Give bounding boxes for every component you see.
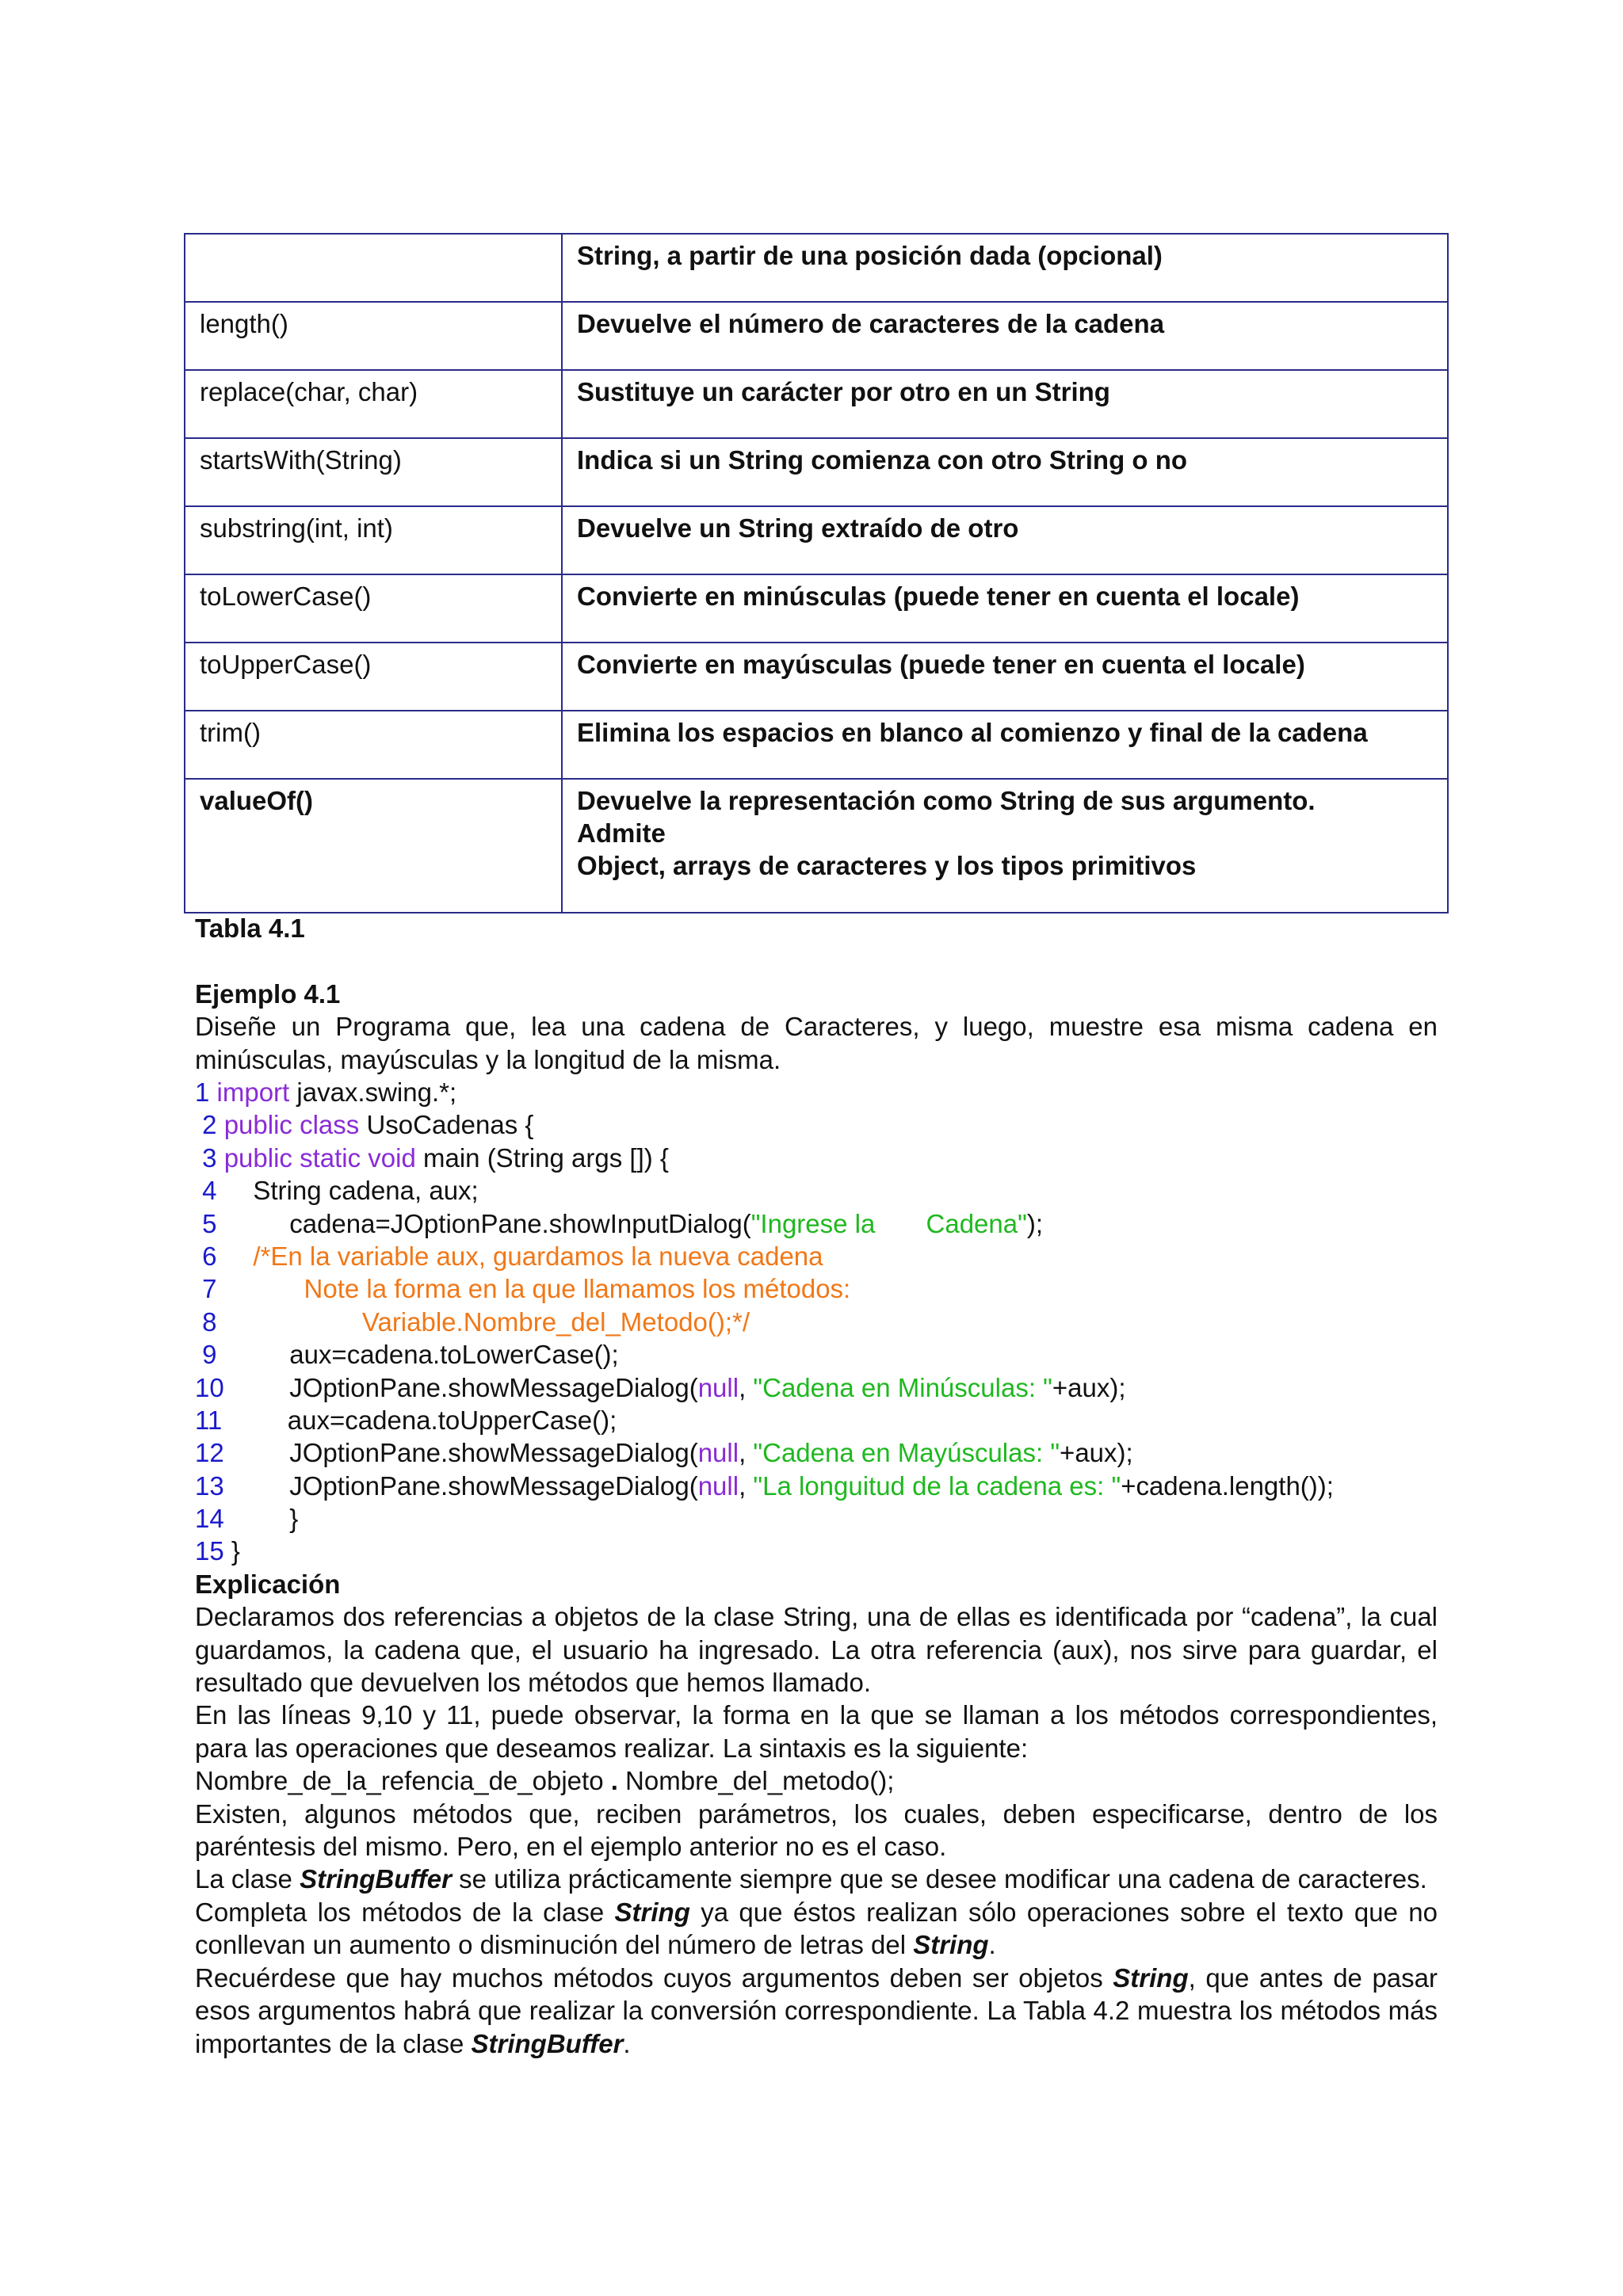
line-number: 3: [195, 1142, 224, 1173]
description-cell: [562, 234, 1448, 302]
code-text: +cadena.length());: [1121, 1470, 1334, 1501]
example-statement: Diseñe un Programa que, lea una cadena de Caracteres, y luego, muestre esa misma cadena en minúsculas, mayúsculas y la longitud de la misma.: [195, 1012, 1438, 1074]
explanation-paragraph: [195, 1962, 1438, 2060]
code-line: [195, 1108, 1438, 1141]
description-line: Indica si un String comienza con otro String o no: [577, 445, 1188, 475]
table-row: [185, 302, 1448, 370]
explanation-paragraph: [195, 1863, 1438, 1895]
method-cell: startsWith(String): [185, 438, 562, 506]
description-cell: [562, 643, 1448, 711]
code-line: [195, 1535, 1438, 1567]
line-number: 4: [195, 1176, 217, 1206]
explanation-paragraph: En las líneas 9,10 y 11, puede observar, la forma en la que se llaman a los métodos correspondientes, para las operaciones que deseamos realizar. La sintaxis es la siguiente:: [195, 1700, 1438, 1763]
code-comment: /*En la variable aux, guardamos la nueva cadena: [216, 1241, 823, 1271]
explanation-paragraph: [195, 1896, 1438, 1962]
text-run: , que antes de pasar esos argumentos habrá que realizar la conversión correspondiente. La Tabla 4.2 muestra los métodos más importantes de la clase: [195, 1962, 1438, 2058]
description-line: Elimina los espacios en blanco al comienzo y final de la cadena: [577, 718, 1368, 747]
code-text: UsoCadenas {: [359, 1110, 534, 1140]
description-line: Admite: [577, 818, 666, 848]
code-text: );: [1026, 1208, 1044, 1238]
code-text: javax.swing.*;: [289, 1077, 457, 1107]
line-number: 6: [195, 1241, 217, 1271]
code-keyword: public static void: [223, 1142, 416, 1173]
code-text: JOptionPane.showMessageDialog(: [223, 1372, 698, 1402]
code-text: +aux);: [1060, 1438, 1133, 1468]
text-run: se utiliza prácticamente siempre que se desee modificar una cadena de caracteres.: [452, 1864, 1427, 1894]
code-string: "La longuitud de la cadena es: ": [753, 1470, 1121, 1501]
text-run: La clase: [195, 1864, 300, 1894]
line-number: 11: [195, 1405, 223, 1435]
code-keyword: public class: [223, 1110, 360, 1140]
code-text: ,: [739, 1470, 754, 1501]
explanation-title: Explicación: [195, 1569, 341, 1599]
code-line: [195, 1240, 1438, 1272]
method-cell: valueOf(): [185, 779, 562, 913]
description-cell: [562, 302, 1448, 370]
line-number: 8: [195, 1306, 217, 1337]
content-area: [195, 912, 1438, 2060]
code-text: String cadena, aux;: [216, 1176, 479, 1206]
code-text: }: [223, 1536, 240, 1566]
line-number: 10: [195, 1372, 224, 1402]
table-row: [185, 506, 1448, 574]
code-block: [195, 1076, 1438, 1568]
code-line: [195, 1404, 1438, 1436]
code-line: [195, 1371, 1438, 1404]
code-line: [195, 1470, 1438, 1502]
code-line: [195, 1502, 1438, 1535]
code-text: ,: [739, 1372, 754, 1402]
method-cell: [185, 234, 562, 302]
class-name: StringBuffer: [300, 1864, 452, 1894]
class-name: StringBuffer: [471, 2028, 624, 2058]
line-number: 14: [195, 1504, 224, 1534]
line-number: 7: [195, 1274, 217, 1304]
code-line: [195, 1272, 1438, 1305]
syntax-dot: .: [610, 1766, 618, 1796]
code-text: JOptionPane.showMessageDialog(: [223, 1438, 698, 1468]
code-text: aux=cadena.toUpperCase();: [222, 1405, 617, 1435]
class-name: String: [1113, 1962, 1189, 1993]
code-keyword: null: [697, 1470, 739, 1501]
description-cell: [562, 779, 1448, 913]
table-row: [185, 370, 1448, 438]
table-caption: Tabla 4.1: [195, 913, 305, 943]
description-line: Object, arrays de caracteres y los tipos primitivos: [577, 851, 1197, 880]
description-cell: [562, 574, 1448, 643]
code-line: [195, 1338, 1438, 1371]
code-comment: Note la forma en la que llamamos los métodos:: [216, 1274, 851, 1304]
code-string: "Cadena en Minúsculas: ": [753, 1372, 1052, 1402]
class-name: String: [913, 1930, 989, 1960]
code-string: "Cadena en Mayúsculas: ": [753, 1438, 1060, 1468]
code-line: [195, 1207, 1438, 1240]
text-run: .: [623, 2028, 631, 2058]
text-run: .: [988, 1930, 996, 1960]
code-line: [195, 1142, 1438, 1174]
code-line: [195, 1306, 1438, 1338]
code-keyword: null: [697, 1438, 739, 1468]
code-line: [195, 1436, 1438, 1469]
line-number: 5: [195, 1208, 217, 1238]
syntax-reference: Nombre_de_la_refencia_de_objeto: [195, 1766, 611, 1796]
example-title: Ejemplo 4.1: [195, 978, 341, 1009]
table-row: [185, 438, 1448, 506]
method-cell: toUpperCase(): [185, 643, 562, 711]
description-line: Devuelve un String extraído de otro: [577, 513, 1019, 543]
description-line: Convierte en mayúsculas (puede tener en cuenta el locale): [577, 650, 1305, 679]
table-row: [185, 643, 1448, 711]
table-row: [185, 574, 1448, 643]
string-methods-table: [184, 233, 1449, 913]
description-cell: [562, 506, 1448, 574]
table-row: [185, 779, 1448, 913]
description-line: String, a partir de una posición dada (opcional): [577, 241, 1163, 270]
code-text: ,: [739, 1438, 754, 1468]
method-cell: substring(int, int): [185, 506, 562, 574]
description-line: Devuelve la representación como String de sus argumento.: [577, 786, 1316, 815]
description-cell: [562, 711, 1448, 779]
description-line: Devuelve el número de caracteres de la cadena: [577, 309, 1165, 338]
line-number: 2: [195, 1110, 224, 1140]
syntax-line: [195, 1764, 1438, 1797]
line-number: 15: [195, 1536, 224, 1566]
description-line: Sustituye un carácter por otro en un String: [577, 377, 1110, 406]
description-line: Convierte en minúsculas (puede tener en cuenta el locale): [577, 582, 1300, 611]
table-row: [185, 711, 1448, 779]
method-cell: trim(): [185, 711, 562, 779]
code-text: }: [223, 1504, 299, 1534]
method-cell: replace(char, char): [185, 370, 562, 438]
code-line: [195, 1076, 1438, 1108]
code-text: main (String args []) {: [415, 1142, 669, 1173]
line-number: 9: [195, 1340, 217, 1370]
code-text: +aux);: [1052, 1372, 1126, 1402]
code-text: cadena=JOptionPane.showInputDialog(: [216, 1208, 751, 1238]
table-row: [185, 234, 1448, 302]
line-number: 13: [195, 1470, 224, 1501]
line-number: 1: [195, 1077, 217, 1107]
line-number: 12: [195, 1438, 224, 1468]
code-string: "Ingrese la Cadena": [750, 1208, 1027, 1238]
code-comment: Variable.Nombre_del_Metodo();*/: [216, 1306, 750, 1337]
code-keyword: import: [216, 1077, 290, 1107]
description-cell: [562, 438, 1448, 506]
explanation-paragraph: Declaramos dos referencias a objetos de la clase String, una de ellas es identificada por “cadena”, la cual guardamos, la cadena que, el usuario ha ingresado. La otra referencia (aux), nos sirve para guardar, el resultado que devuelven los métodos que hemos llamado.: [195, 1602, 1438, 1698]
code-keyword: null: [697, 1372, 739, 1402]
text-run: ya que éstos realizan sólo operaciones sobre el texto que no conllevan un aumento o disminución del número de letras del: [195, 1897, 1438, 1960]
description-cell: [562, 370, 1448, 438]
method-cell: length(): [185, 302, 562, 370]
class-name: String: [614, 1897, 690, 1927]
syntax-method: Nombre_del_metodo();: [617, 1766, 895, 1796]
code-text: JOptionPane.showMessageDialog(: [223, 1470, 698, 1501]
method-cell: toLowerCase(): [185, 574, 562, 643]
code-line: [195, 1174, 1438, 1207]
text-run: Completa los métodos de la clase: [195, 1897, 615, 1927]
explanation-paragraph: Existen, algunos métodos que, reciben parámetros, los cuales, deben especificarse, dentro de los paréntesis del mismo. Pero, en el ejemplo anterior no es el caso.: [195, 1798, 1438, 1862]
code-text: aux=cadena.toLowerCase();: [216, 1340, 619, 1370]
text-run: Recuérdese que hay muchos métodos cuyos argumentos deben ser objetos: [195, 1962, 1113, 1993]
